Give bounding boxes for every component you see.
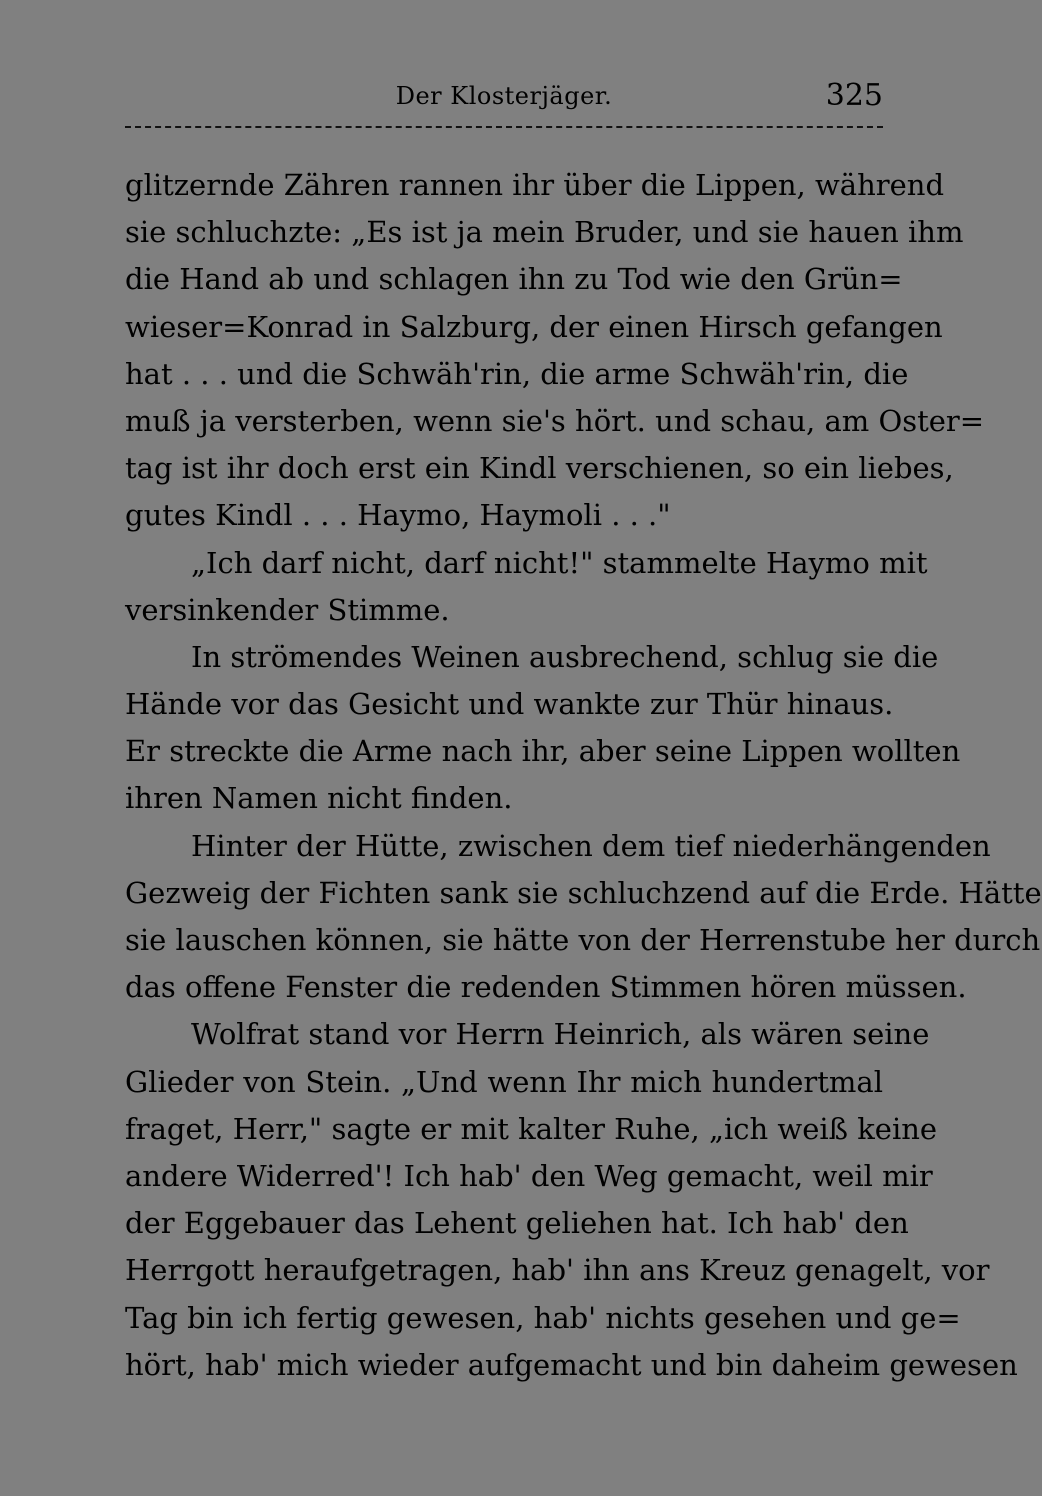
text-line: Gezweig der Fichten sank sie schluchzend auf die Erde. Hätte	[125, 875, 1042, 910]
text-line: Er streckte die Arme nach ihr, aber seine Lippen wollten	[125, 734, 961, 769]
text-line: Hinter der Hütte, zwischen dem tief niederhängenden	[191, 828, 991, 863]
page-number: 325	[825, 78, 883, 113]
text-line: die Hand ab und schlagen ihn zu Tod wie den Grün=	[125, 262, 903, 297]
text-line: andere Widerred'! Ich hab' den Weg gemacht, weil mir	[125, 1158, 933, 1193]
page-header	[125, 78, 883, 114]
text-line: fraget, Herr," sagte er mit kalter Ruhe, „ich weiß keine	[125, 1111, 938, 1146]
text-line: „Ich darf nicht, darf nicht!" stammelte Haymo mit	[191, 545, 928, 580]
text-line: das offene Fenster die redenden Stimmen hören müssen.	[125, 970, 967, 1005]
text-line: Hände vor das Gesicht und wankte zur Thür hinaus.	[125, 687, 894, 722]
body-text	[125, 162, 1042, 1389]
text-line: sie lauschen können, sie hätte von der Herrenstube her durch	[125, 923, 1041, 957]
running-title: Der Klosterjäger.	[395, 82, 613, 110]
text-line: tag ist ihr doch erst ein Kindl verschienen, so ein liebes,	[125, 451, 954, 486]
text-line: glitzernde Zähren rannen ihr über die Lippen, während	[125, 168, 945, 202]
text-line: gutes Kindl . . . Haymo, Haymoli . . ."	[125, 498, 671, 533]
text-line: der Eggebauer das Lehent geliehen hat. Ich hab' den	[125, 1206, 909, 1241]
text-line: Wolfrat stand vor Herrn Heinrich, als wären seine	[191, 1017, 930, 1052]
text-line: ihren Namen nicht finden.	[125, 781, 513, 816]
header-rule	[125, 126, 883, 128]
text-line: hört, hab' mich wieder aufgemacht und bin daheim gewesen	[125, 1347, 1018, 1382]
text-line: versinkender Stimme.	[125, 592, 450, 627]
text-line: Herrgott heraufgetragen, hab' ihn ans Kreuz genagelt, vor	[125, 1253, 990, 1288]
text-line: hat . . . und die Schwäh'rin, die arme Schwäh'rin, die	[125, 356, 909, 391]
text-line: muß ja versterben, wenn sie's hört. und schau, am Oster=	[125, 403, 985, 438]
text-line: Glieder von Stein. „Und wenn Ihr mich hundertmal	[125, 1064, 883, 1099]
text-line: sie schluchzte: „Es ist ja mein Bruder, und sie hauen ihm	[125, 215, 964, 250]
text-line: wieser=Konrad in Salzburg, der einen Hirsch gefangen	[125, 309, 943, 344]
text-line: In strömendes Weinen ausbrechend, schlug sie die	[191, 639, 939, 674]
text-line: Tag bin ich fertig gewesen, hab' nichts gesehen und ge=	[125, 1300, 961, 1335]
